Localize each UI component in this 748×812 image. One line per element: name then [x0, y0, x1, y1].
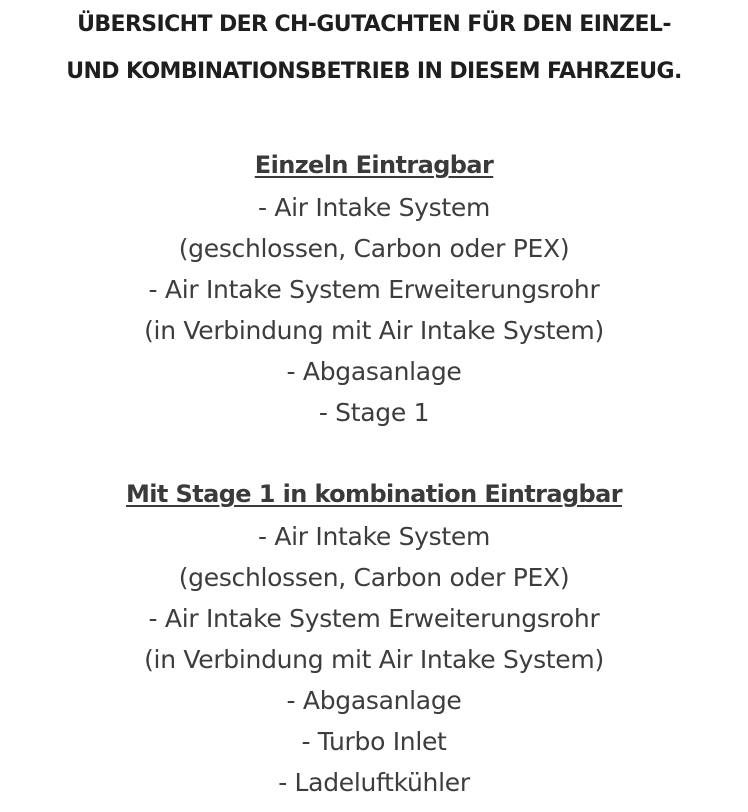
list-item: - Air Intake System Erweiterungsrohr	[148, 604, 600, 633]
list-item: - Abgasanlage	[286, 357, 462, 386]
list-item: (in Verbindung mit Air Intake System)	[144, 316, 604, 345]
heading-line-1: ÜBERSICHT DER CH-GUTACHTEN FÜR DEN EINZEL-	[77, 12, 671, 37]
list-item: - Air Intake System Erweiterungsrohr	[148, 275, 600, 304]
section-title-einzeln: Einzeln Eintragbar	[254, 151, 494, 179]
list-item: - Turbo Inlet	[301, 727, 447, 756]
list-item: (geschlossen, Carbon oder PEX)	[178, 563, 570, 592]
list-item: - Stage 1	[318, 398, 430, 427]
heading-line-2: UND KOMBINATIONSBETRIEB IN DIESEM FAHRZEUG.	[66, 59, 682, 84]
list-item: - Abgasanlage	[286, 686, 462, 715]
section-title-kombination: Mit Stage 1 in kombination Eintragbar	[126, 480, 622, 508]
list-item: - Ladeluftkühler	[278, 768, 470, 797]
list-item: - Air Intake System	[257, 193, 491, 222]
list-item: (in Verbindung mit Air Intake System)	[144, 645, 604, 674]
list-item: - Air Intake System	[257, 522, 491, 551]
list-item: (geschlossen, Carbon oder PEX)	[178, 234, 570, 263]
